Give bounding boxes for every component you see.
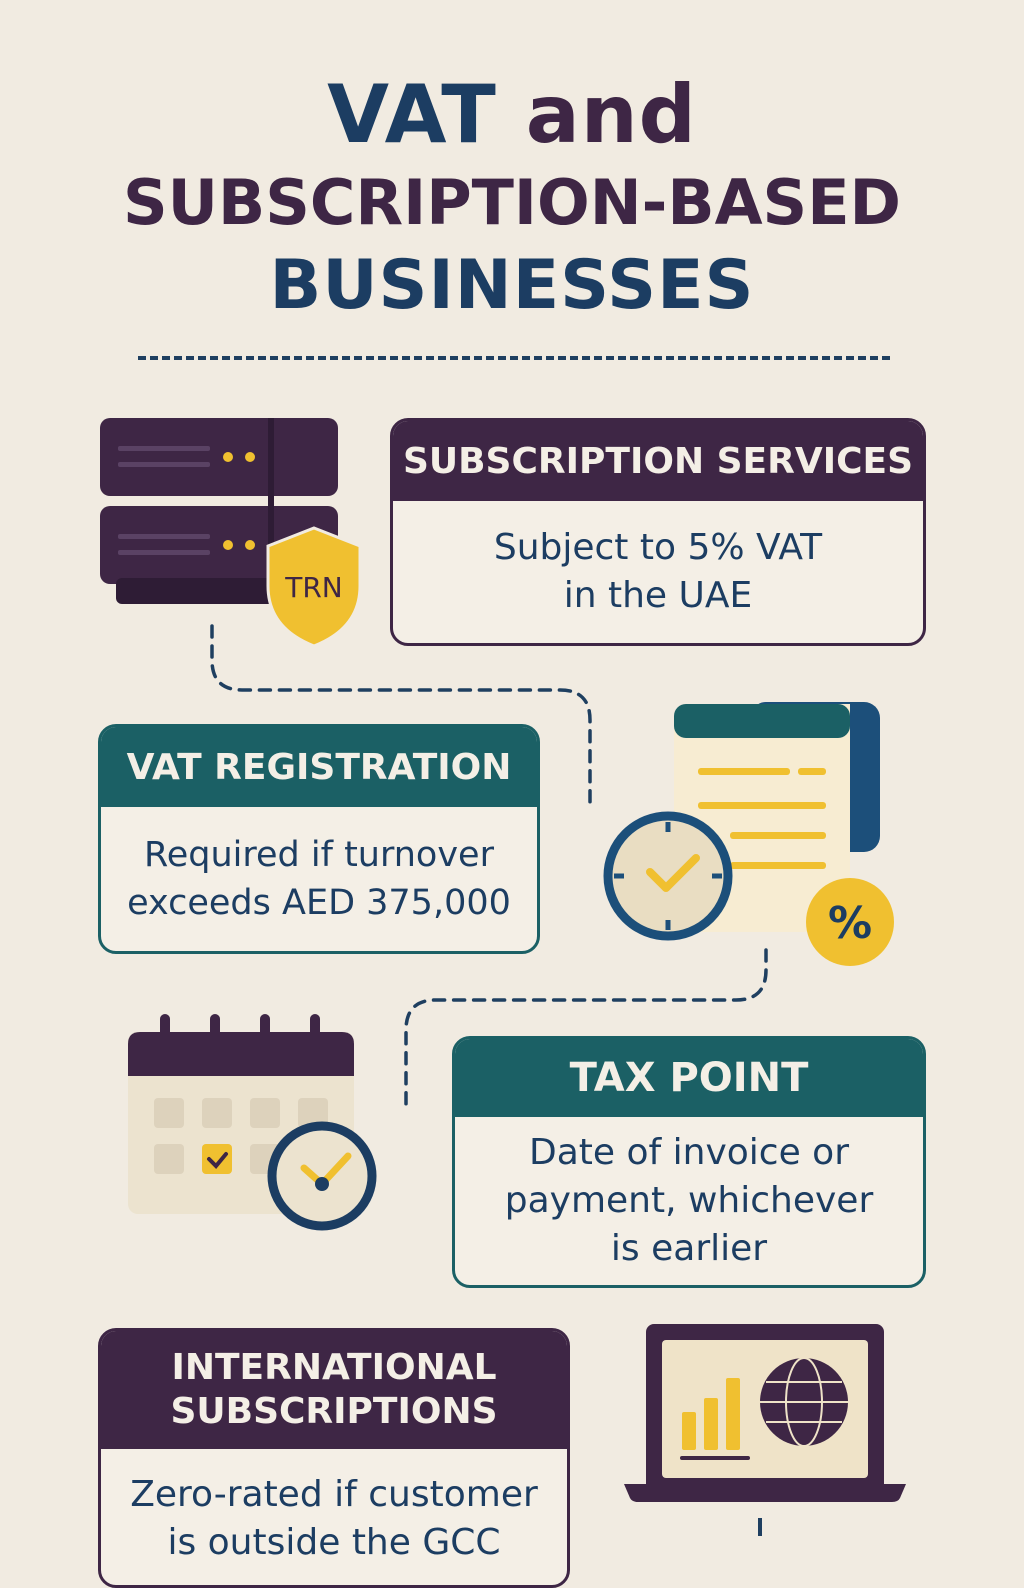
percent-badge-text: %: [827, 898, 873, 949]
tax-point-text: [455, 1117, 923, 1285]
laptop-globe-icon: [620, 1322, 910, 1536]
card-body-text: Required if turnover exceeds AED 375,000: [127, 835, 511, 923]
card-body-text: Subject to 5% VAT in the UAE: [493, 527, 823, 616]
card-body-text: Date of invoice or payment, whichever is earlier: [504, 1132, 874, 1269]
card-body-text: Zero-rated if customer is outside the GCC: [130, 1474, 538, 1563]
subscription-services-card: [390, 418, 926, 646]
subscription-services-title: SUBSCRIPTION SERVICES: [393, 421, 923, 501]
tax-point-title: TAX POINT: [455, 1039, 923, 1117]
trn-badge-text: TRN: [285, 571, 343, 604]
calendar-clock-icon: [128, 1010, 388, 1240]
vat-registration-title: VAT REGISTRATION: [101, 727, 537, 807]
international-subscriptions-title: [101, 1331, 567, 1449]
subscription-services-text: [393, 501, 923, 643]
title-vat: VAT: [327, 68, 497, 161]
invoice-clock-icon: [600, 700, 900, 968]
title-line-3: BUSINESSES: [269, 246, 755, 325]
server-icon: [98, 416, 368, 648]
international-subscriptions-text: [101, 1449, 567, 1588]
international-subscriptions-card: [98, 1328, 570, 1588]
card-title-text: INTERNATIONAL SUBSCRIPTIONS: [170, 1347, 498, 1432]
vat-registration-text: [101, 807, 537, 951]
title-line-2: SUBSCRIPTION-BASED: [122, 166, 902, 239]
title-and: and: [525, 68, 697, 161]
tax-point-card: [452, 1036, 926, 1288]
vat-registration-card: [98, 724, 540, 954]
